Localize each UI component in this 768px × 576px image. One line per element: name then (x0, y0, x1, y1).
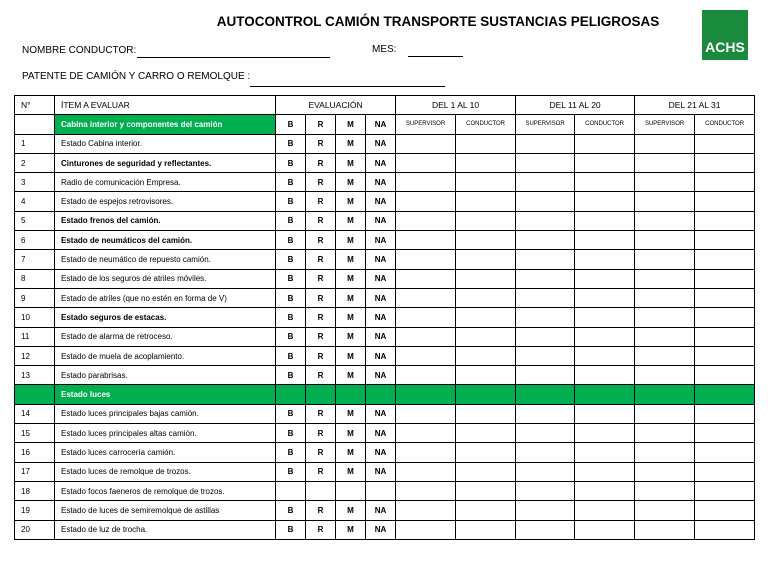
supervisor-check-cell[interactable] (635, 404, 695, 423)
conductor-check-cell[interactable] (456, 153, 516, 172)
supervisor-check-cell[interactable] (516, 327, 575, 346)
grade-na-option[interactable]: NA (366, 269, 396, 288)
supervisor-check-cell[interactable] (635, 211, 695, 230)
grade-r-option[interactable]: R (306, 153, 336, 172)
grade-m-option[interactable]: M (336, 462, 366, 481)
grade-m-option[interactable]: M (336, 153, 366, 172)
table-row (15, 192, 755, 211)
conductor-check-cell[interactable] (695, 308, 755, 327)
table-row (15, 250, 755, 269)
supervisor-check-cell[interactable] (516, 308, 575, 327)
row-number: 3 (15, 173, 55, 192)
grade-r-option[interactable]: R (306, 520, 336, 539)
supervisor-check-cell[interactable] (635, 269, 695, 288)
conductor-check-cell[interactable] (575, 520, 635, 539)
grade-m-option[interactable]: M (336, 346, 366, 365)
grade-r-option[interactable]: R (306, 404, 336, 423)
row-number: 1 (15, 134, 55, 153)
conductor-check-cell[interactable] (456, 173, 516, 192)
supervisor-check-cell[interactable] (635, 520, 695, 539)
period-3-header: DEL 21 AL 31 (635, 96, 755, 115)
grade-na-option[interactable]: NA (366, 173, 396, 192)
grade-m-option[interactable]: M (336, 288, 366, 307)
conductor-check-cell[interactable] (456, 327, 516, 346)
supervisor-check-cell[interactable] (516, 288, 575, 307)
logo-text: ACHS (705, 39, 745, 55)
supervisor-check-cell[interactable] (635, 231, 695, 250)
table-row (15, 173, 755, 192)
conductor-check-cell[interactable] (575, 250, 635, 269)
section-cabina-label: Cabina interior y componentes del camión (55, 115, 276, 134)
supervisor-check-cell[interactable] (516, 424, 575, 443)
row-number: 16 (15, 443, 55, 462)
grade-na-option[interactable]: NA (366, 192, 396, 211)
checklist-table (14, 95, 755, 540)
row-item: Radio de comunicación Empresa. (55, 173, 276, 192)
grade-r-option[interactable]: R (306, 192, 336, 211)
conductor-check-cell[interactable] (575, 288, 635, 307)
grade-m-option[interactable]: M (336, 250, 366, 269)
row-item: Estado focos faeneros de remolque de trozos. (55, 481, 276, 500)
supervisor-check-cell[interactable] (635, 153, 695, 172)
supervisor-check-cell[interactable] (396, 443, 456, 462)
grade-na-option[interactable]: NA (366, 346, 396, 365)
conductor-check-cell[interactable] (695, 250, 755, 269)
grade-na-header: NA (366, 115, 396, 134)
row-item: Estado Cabina interior. (55, 134, 276, 153)
grade-r-header: R (306, 115, 336, 134)
grade-r-option[interactable]: R (306, 308, 336, 327)
conductor-check-cell[interactable] (575, 231, 635, 250)
period-1-header: DEL 1 AL 10 (396, 96, 516, 115)
grade-m-option[interactable]: M (336, 424, 366, 443)
table-row (15, 327, 755, 346)
row-item: Estado de neumáticos del camión. (55, 231, 276, 250)
section-header-row (15, 115, 755, 134)
conductor-check-cell[interactable] (456, 520, 516, 539)
row-item: Estado parabrisas. (55, 366, 276, 385)
supervisor-check-cell[interactable] (396, 250, 456, 269)
grade-r-option[interactable]: R (306, 346, 336, 365)
row-item: Cinturones de seguridad y reflectantes. (55, 153, 276, 172)
row-item: Estado de luces de semiremolque de astillas (55, 501, 276, 520)
col-number-header: N° (15, 96, 55, 115)
grade-m-option[interactable]: M (336, 231, 366, 250)
supervisor-check-cell[interactable] (396, 173, 456, 192)
conductor-check-cell[interactable] (695, 153, 755, 172)
table-row (15, 481, 755, 500)
col-evaluation-header: EVALUACIÓN (276, 96, 396, 115)
table-row (15, 134, 755, 153)
patente-label: PATENTE DE CAMIÓN Y CARRO O REMOLQUE : (22, 71, 251, 82)
supervisor-check-cell[interactable] (516, 501, 575, 520)
supervisor-check-cell[interactable] (635, 462, 695, 481)
grade-b-option[interactable]: B (276, 424, 306, 443)
row-number: 9 (15, 288, 55, 307)
grade-b-option[interactable]: B (276, 134, 306, 153)
supervisor-check-cell[interactable] (396, 462, 456, 481)
grade-b-option[interactable]: B (276, 211, 306, 230)
grade-m-option[interactable]: M (336, 211, 366, 230)
supervisor-check-cell[interactable] (396, 134, 456, 153)
supervisor-check-cell[interactable] (516, 134, 575, 153)
grade-na-option[interactable]: NA (366, 250, 396, 269)
conductor-check-cell[interactable] (456, 501, 516, 520)
row-number: 20 (15, 520, 55, 539)
conductor-check-cell[interactable] (695, 231, 755, 250)
grade-m-option[interactable]: M (336, 308, 366, 327)
supervisor-header-2: SUPERVISOR (516, 115, 575, 134)
conductor-check-cell[interactable] (575, 134, 635, 153)
row-number: 17 (15, 462, 55, 481)
conductor-check-cell[interactable] (456, 250, 516, 269)
conductor-check-cell[interactable] (575, 346, 635, 365)
document-title: AUTOCONTROL CAMIÓN TRANSPORTE SUSTANCIAS PELIGROSAS (216, 14, 660, 29)
conductor-check-cell[interactable] (695, 269, 755, 288)
grade-r-option[interactable]: R (306, 211, 336, 230)
row-item: Estado de muela de acoplamiento. (55, 346, 276, 365)
table-row (15, 462, 755, 481)
conductor-check-cell[interactable] (695, 462, 755, 481)
row-number: 11 (15, 327, 55, 346)
supervisor-check-cell[interactable] (516, 443, 575, 462)
conductor-check-cell[interactable] (695, 346, 755, 365)
grade-na-option[interactable]: NA (366, 211, 396, 230)
supervisor-check-cell[interactable] (635, 192, 695, 211)
supervisor-check-cell[interactable] (396, 269, 456, 288)
grade-b-option[interactable]: B (276, 462, 306, 481)
table-row (15, 501, 755, 520)
conductor-check-cell[interactable] (575, 501, 635, 520)
conductor-check-cell[interactable] (456, 134, 516, 153)
grade-b-header: B (276, 115, 306, 134)
grade-b-option[interactable]: B (276, 346, 306, 365)
conductor-check-cell[interactable] (575, 424, 635, 443)
supervisor-check-cell[interactable] (516, 153, 575, 172)
section-luces-label: Estado luces (55, 385, 276, 404)
row-item: Estado de neumático de repuesto camión. (55, 250, 276, 269)
conductor-check-cell[interactable] (456, 404, 516, 423)
conductor-check-cell[interactable] (456, 211, 516, 230)
mes-field[interactable] (408, 56, 463, 57)
grade-na-option[interactable]: NA (366, 366, 396, 385)
conductor-check-cell[interactable] (456, 462, 516, 481)
supervisor-check-cell[interactable] (516, 346, 575, 365)
conductor-check-cell[interactable] (456, 346, 516, 365)
grade-r-option[interactable]: R (306, 269, 336, 288)
grade-b-option[interactable]: B (276, 404, 306, 423)
supervisor-check-cell[interactable] (516, 269, 575, 288)
grade-b-option[interactable]: B (276, 520, 306, 539)
conductor-check-cell[interactable] (575, 269, 635, 288)
conductor-check-cell[interactable] (695, 481, 755, 500)
grade-b-option[interactable]: B (276, 231, 306, 250)
conductor-header-3: CONDUCTOR (695, 115, 755, 134)
conductor-check-cell[interactable] (695, 173, 755, 192)
grade-b-option[interactable]: B (276, 153, 306, 172)
supervisor-check-cell[interactable] (396, 153, 456, 172)
grade-b-option[interactable]: B (276, 173, 306, 192)
grade-r-option[interactable]: R (306, 366, 336, 385)
conductor-check-cell[interactable] (575, 192, 635, 211)
conductor-check-cell[interactable] (695, 443, 755, 462)
row-number: 13 (15, 366, 55, 385)
conductor-check-cell[interactable] (695, 211, 755, 230)
conductor-check-cell[interactable] (575, 481, 635, 500)
conductor-check-cell[interactable] (695, 404, 755, 423)
grade-b-option[interactable]: B (276, 269, 306, 288)
supervisor-check-cell[interactable] (396, 346, 456, 365)
row-number: 7 (15, 250, 55, 269)
grade-r-option[interactable]: R (306, 134, 336, 153)
conductor-check-cell[interactable] (575, 366, 635, 385)
grade-na-option[interactable]: NA (366, 520, 396, 539)
row-item: Estado de los seguros de atriles móviles. (55, 269, 276, 288)
conductor-check-cell[interactable] (456, 192, 516, 211)
row-number: 6 (15, 231, 55, 250)
row-number: 8 (15, 269, 55, 288)
grade-m-option[interactable]: M (336, 404, 366, 423)
supervisor-check-cell[interactable] (635, 250, 695, 269)
table-row (15, 424, 755, 443)
period-2-header: DEL 11 AL 20 (516, 96, 635, 115)
supervisor-check-cell[interactable] (635, 366, 695, 385)
supervisor-check-cell[interactable] (396, 404, 456, 423)
supervisor-check-cell[interactable] (396, 211, 456, 230)
supervisor-header-3: SUPERVISOR (635, 115, 695, 134)
supervisor-check-cell[interactable] (396, 327, 456, 346)
grade-m-option[interactable]: M (336, 192, 366, 211)
row-number: 14 (15, 404, 55, 423)
conductor-check-cell[interactable] (695, 366, 755, 385)
row-item: Estado luces principales altas camión. (55, 424, 276, 443)
supervisor-check-cell[interactable] (396, 192, 456, 211)
grade-b-option[interactable]: B (276, 366, 306, 385)
table-row (15, 231, 755, 250)
conductor-check-cell[interactable] (575, 443, 635, 462)
grade-m-option[interactable]: M (336, 520, 366, 539)
grade-na-option[interactable]: NA (366, 231, 396, 250)
grade-b-option[interactable]: B (276, 308, 306, 327)
row-number: 15 (15, 424, 55, 443)
table-row (15, 520, 755, 539)
row-item: Estado seguros de estacas. (55, 308, 276, 327)
supervisor-check-cell[interactable] (635, 173, 695, 192)
mes-label: MES: (372, 44, 397, 55)
supervisor-check-cell[interactable] (635, 134, 695, 153)
grade-m-option[interactable] (336, 481, 366, 500)
table-row (15, 346, 755, 365)
grade-na-option[interactable] (366, 481, 396, 500)
row-item: Estado frenos del camión. (55, 211, 276, 230)
grade-r-option[interactable]: R (306, 424, 336, 443)
conductor-check-cell[interactable] (456, 269, 516, 288)
row-item: Estado de alarma de retroceso. (55, 327, 276, 346)
grade-na-option[interactable]: NA (366, 153, 396, 172)
patente-field[interactable] (250, 86, 445, 87)
supervisor-check-cell[interactable] (396, 501, 456, 520)
grade-b-option[interactable]: B (276, 250, 306, 269)
supervisor-check-cell[interactable] (635, 346, 695, 365)
supervisor-check-cell[interactable] (396, 520, 456, 539)
conductor-check-cell[interactable] (456, 481, 516, 500)
conductor-field[interactable] (137, 57, 330, 58)
row-number: 4 (15, 192, 55, 211)
conductor-check-cell[interactable] (575, 404, 635, 423)
grade-na-option[interactable]: NA (366, 462, 396, 481)
conductor-label: NOMBRE CONDUCTOR: (22, 45, 137, 56)
table-header-row (15, 96, 755, 115)
grade-b-option[interactable]: B (276, 443, 306, 462)
grade-m-option[interactable]: M (336, 173, 366, 192)
grade-r-option[interactable] (306, 481, 336, 500)
grade-b-option[interactable]: B (276, 192, 306, 211)
table-row (15, 153, 755, 172)
table-row (15, 366, 755, 385)
conductor-check-cell[interactable] (695, 192, 755, 211)
grade-m-option[interactable]: M (336, 327, 366, 346)
supervisor-check-cell[interactable] (516, 520, 575, 539)
supervisor-check-cell[interactable] (635, 308, 695, 327)
grade-na-option[interactable]: NA (366, 327, 396, 346)
supervisor-check-cell[interactable] (635, 443, 695, 462)
supervisor-check-cell[interactable] (516, 462, 575, 481)
row-number: 18 (15, 481, 55, 500)
row-number: 5 (15, 211, 55, 230)
conductor-check-cell[interactable] (695, 288, 755, 307)
grade-na-option[interactable]: NA (366, 308, 396, 327)
section-header-row (15, 385, 755, 404)
conductor-header-1: CONDUCTOR (456, 115, 516, 134)
grade-b-option[interactable] (276, 481, 306, 500)
row-number: 12 (15, 346, 55, 365)
supervisor-header-1: SUPERVISOR (396, 115, 456, 134)
conductor-check-cell[interactable] (695, 424, 755, 443)
supervisor-check-cell[interactable] (516, 231, 575, 250)
row-number: 10 (15, 308, 55, 327)
supervisor-check-cell[interactable] (516, 366, 575, 385)
supervisor-check-cell[interactable] (635, 327, 695, 346)
grade-na-option[interactable]: NA (366, 288, 396, 307)
grade-m-option[interactable]: M (336, 366, 366, 385)
conductor-check-cell[interactable] (575, 211, 635, 230)
conductor-check-cell[interactable] (695, 134, 755, 153)
conductor-check-cell[interactable] (695, 327, 755, 346)
conductor-check-cell[interactable] (456, 366, 516, 385)
table-row (15, 404, 755, 423)
grade-m-option[interactable]: M (336, 134, 366, 153)
supervisor-check-cell[interactable] (396, 288, 456, 307)
grade-r-option[interactable]: R (306, 173, 336, 192)
table-row (15, 269, 755, 288)
table-row (15, 443, 755, 462)
conductor-check-cell[interactable] (695, 501, 755, 520)
conductor-check-cell[interactable] (575, 308, 635, 327)
table-row (15, 308, 755, 327)
row-item: Estado luces principales bajas camión. (55, 404, 276, 423)
supervisor-check-cell[interactable] (396, 481, 456, 500)
conductor-check-cell[interactable] (456, 231, 516, 250)
grade-b-option[interactable]: B (276, 327, 306, 346)
conductor-check-cell[interactable] (456, 308, 516, 327)
row-number: 19 (15, 501, 55, 520)
grade-na-option[interactable]: NA (366, 443, 396, 462)
supervisor-check-cell[interactable] (516, 481, 575, 500)
grade-r-option[interactable]: R (306, 250, 336, 269)
grade-m-option[interactable]: M (336, 269, 366, 288)
supervisor-check-cell[interactable] (516, 250, 575, 269)
grade-b-option[interactable]: B (276, 288, 306, 307)
row-item: Estado luces carrocería camión. (55, 443, 276, 462)
conductor-check-cell[interactable] (575, 173, 635, 192)
supervisor-check-cell[interactable] (396, 424, 456, 443)
grade-b-option[interactable]: B (276, 501, 306, 520)
conductor-check-cell[interactable] (456, 443, 516, 462)
conductor-check-cell[interactable] (575, 462, 635, 481)
grade-m-header: M (336, 115, 366, 134)
row-item: Estado de atriles (que no estén en forma de V) (55, 288, 276, 307)
supervisor-check-cell[interactable] (516, 173, 575, 192)
supervisor-check-cell[interactable] (635, 424, 695, 443)
conductor-check-cell[interactable] (575, 153, 635, 172)
supervisor-check-cell[interactable] (516, 211, 575, 230)
supervisor-check-cell[interactable] (635, 501, 695, 520)
table-row (15, 211, 755, 230)
achs-logo (702, 10, 748, 60)
row-item: Estado de luz de trocha. (55, 520, 276, 539)
grade-r-option[interactable]: R (306, 327, 336, 346)
supervisor-check-cell[interactable] (396, 231, 456, 250)
row-number: 2 (15, 153, 55, 172)
conductor-check-cell[interactable] (575, 327, 635, 346)
grade-r-option[interactable]: R (306, 501, 336, 520)
conductor-check-cell[interactable] (695, 520, 755, 539)
grade-r-option[interactable]: R (306, 231, 336, 250)
supervisor-check-cell[interactable] (396, 308, 456, 327)
supervisor-check-cell[interactable] (635, 288, 695, 307)
supervisor-check-cell[interactable] (635, 481, 695, 500)
grade-na-option[interactable]: NA (366, 404, 396, 423)
col-item-header: ÍTEM A EVALUAR (55, 96, 276, 115)
supervisor-check-cell[interactable] (396, 366, 456, 385)
supervisor-check-cell[interactable] (516, 404, 575, 423)
conductor-check-cell[interactable] (456, 424, 516, 443)
supervisor-check-cell[interactable] (516, 192, 575, 211)
grade-na-option[interactable]: NA (366, 424, 396, 443)
conductor-check-cell[interactable] (456, 288, 516, 307)
table-row (15, 288, 755, 307)
grade-r-option[interactable]: R (306, 462, 336, 481)
grade-na-option[interactable]: NA (366, 501, 396, 520)
grade-m-option[interactable]: M (336, 443, 366, 462)
conductor-header-2: CONDUCTOR (575, 115, 635, 134)
grade-r-option[interactable]: R (306, 443, 336, 462)
row-item: Estado luces de remolque de trozos. (55, 462, 276, 481)
grade-r-option[interactable]: R (306, 288, 336, 307)
grade-m-option[interactable]: M (336, 501, 366, 520)
grade-na-option[interactable]: NA (366, 134, 396, 153)
row-item: Estado de espejos retrovisores. (55, 192, 276, 211)
